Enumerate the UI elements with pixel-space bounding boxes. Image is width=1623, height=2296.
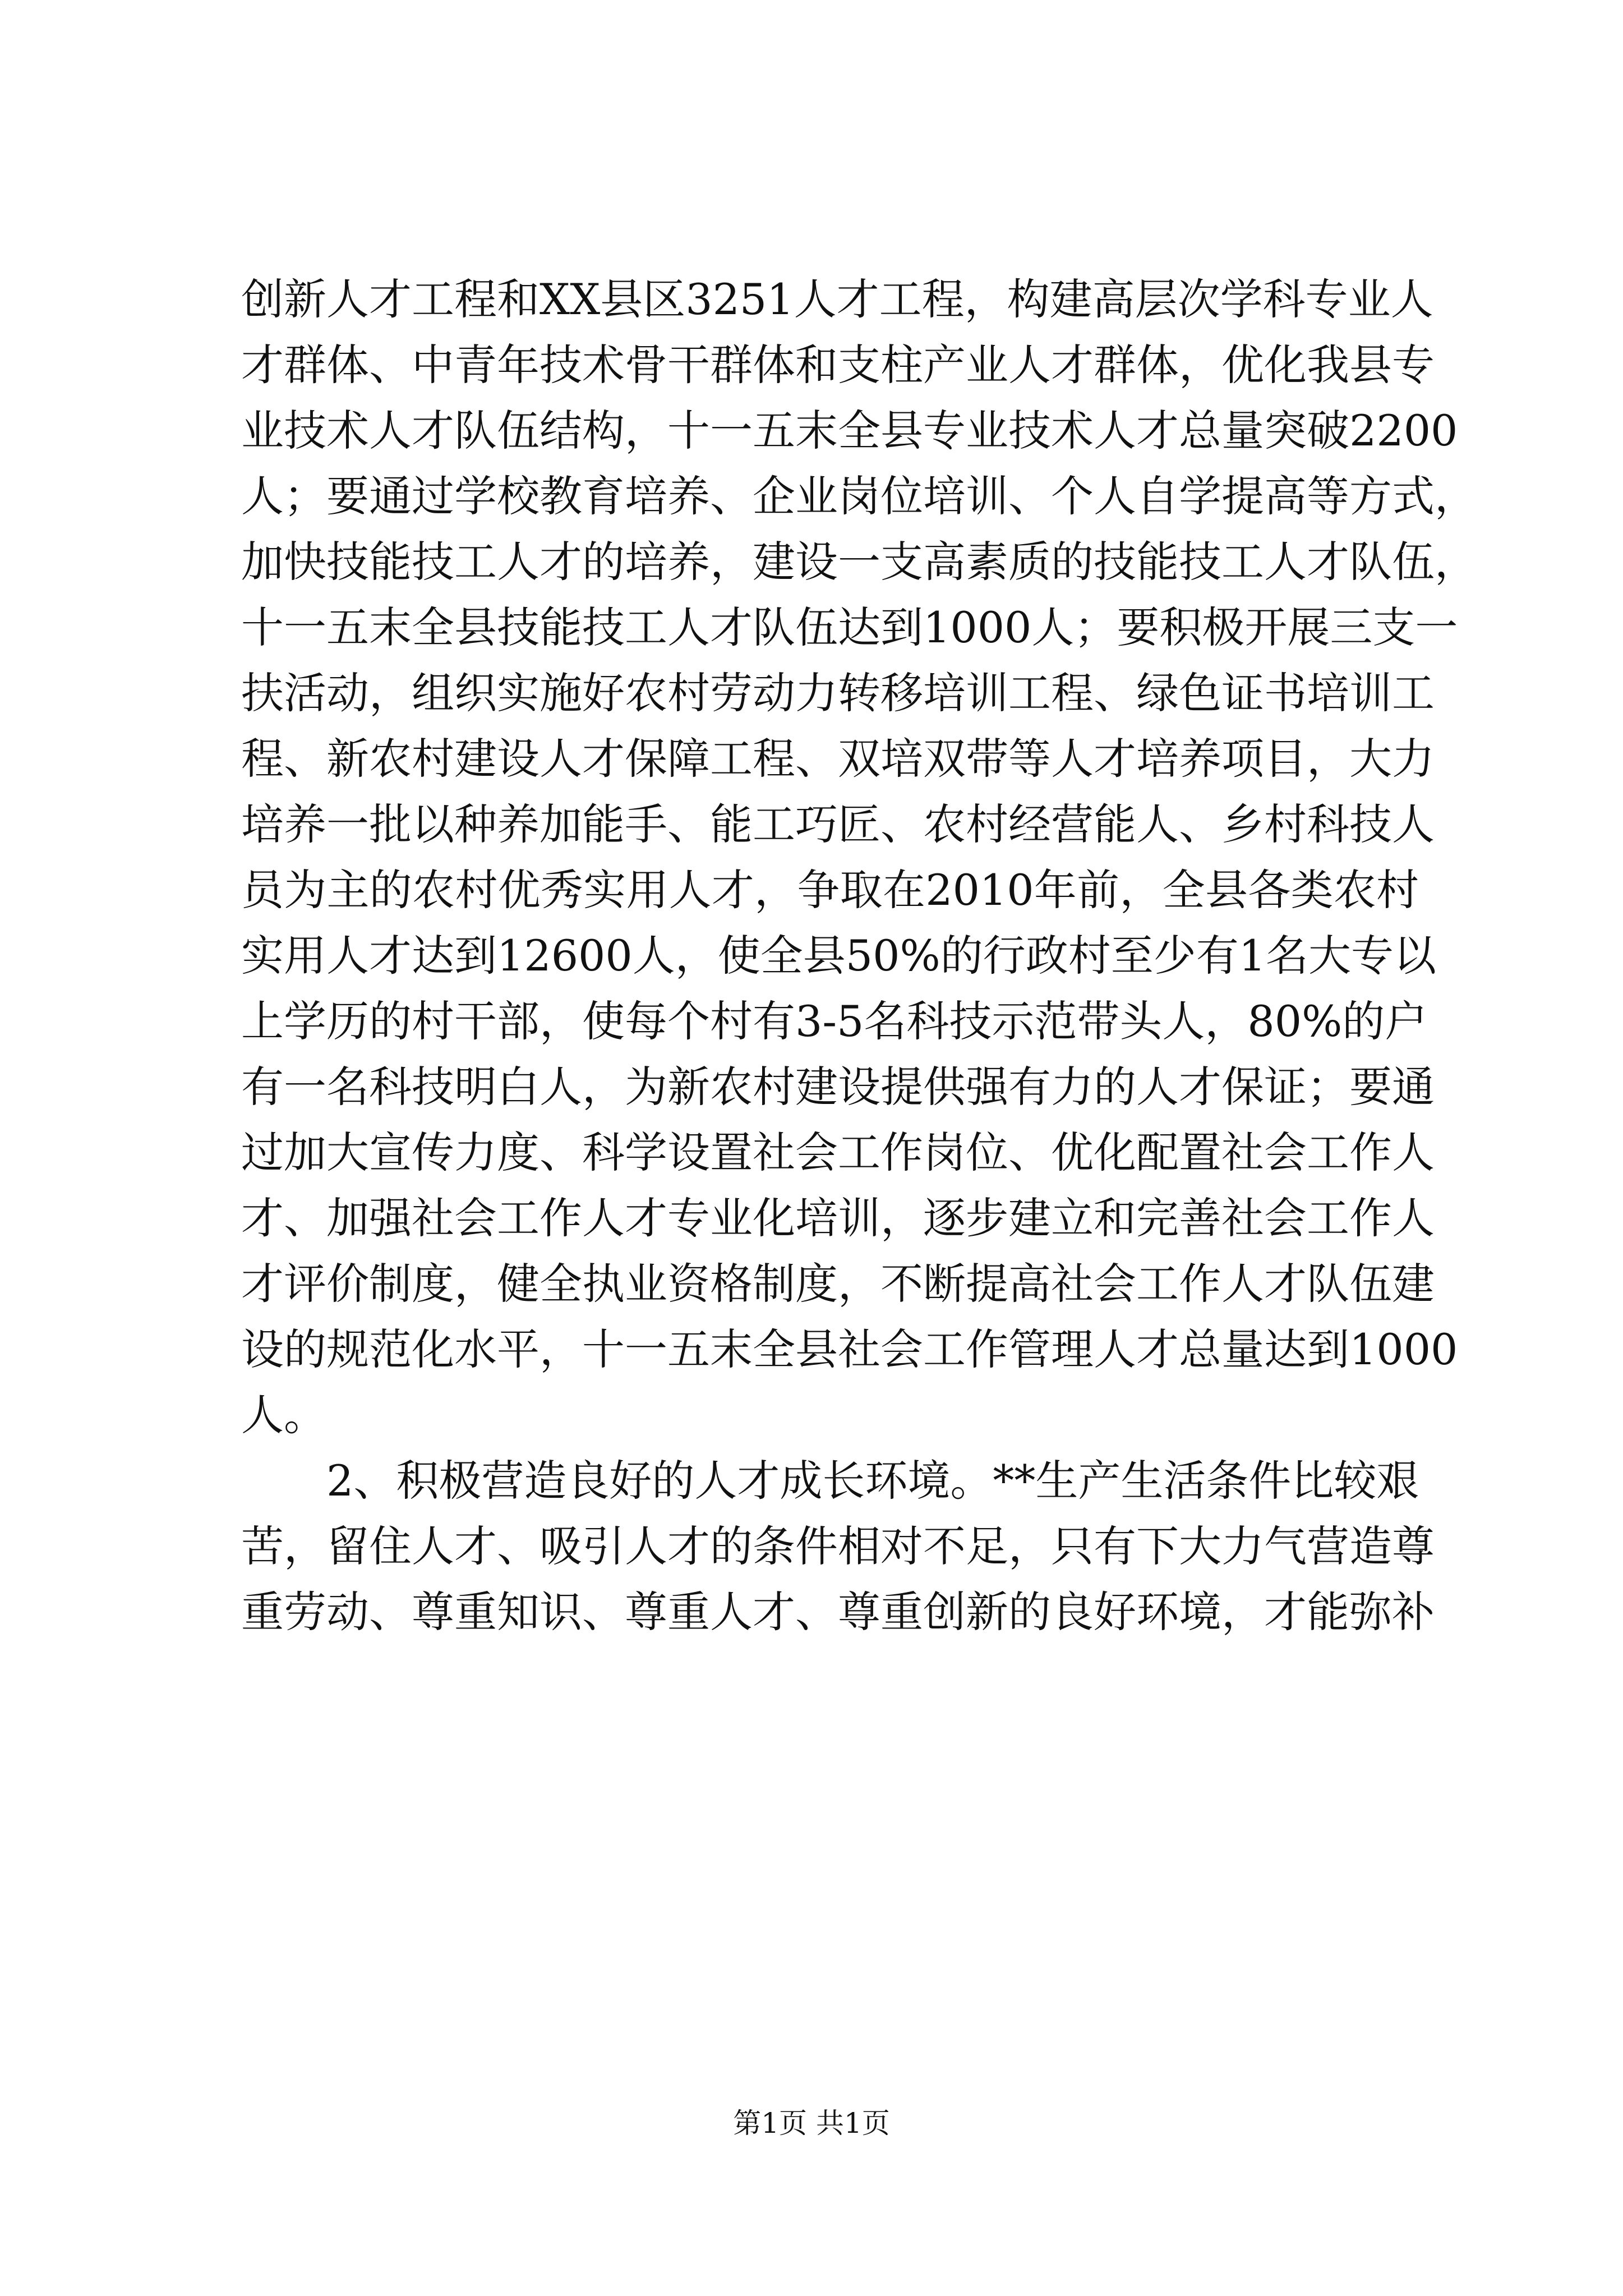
text-line-14: 过加大宣传力度、科学设置社会工作岗位、优化配置社会工作人 [241,1128,1435,1177]
text-line-11: 实用人才达到12600人，使全县50%的行政村至少有1名大专以 [241,931,1437,981]
text-line-21: 重劳动、尊重知识、尊重人才、尊重创新的良好环境，才能弥补 [241,1587,1435,1637]
body-text [241,266,1477,1645]
text-line-6: 十一五末全县技能技工人才队伍达到1000人；要积极开展三支一 [241,602,1458,652]
text-line-9: 培养一批以种养加能手、能工巧匠、农村经营能人、乡村科技人 [241,799,1435,849]
text-line-15: 才、加强社会工作人才专业化培训，逐步建立和完善社会工作人 [241,1193,1435,1243]
text-line-20: 苦，留住人才、吸引人才的条件相对不足，只有下大力气营造尊 [241,1521,1435,1571]
text-line-12: 上学历的村干部，使每个村有3-5名科技示范带头人，80%的户 [241,996,1428,1046]
text-line-18: 人。 [241,1390,326,1440]
text-line-17: 设的规范化水平，十一五末全县社会工作管理人才总量达到1000 [241,1324,1458,1374]
text-line-8: 程、新农村建设人才保障工程、双培双带等人才培养项目，大力 [241,734,1435,784]
page-footer: 第1页 共1页 [733,2107,890,2139]
text-line-7: 扶活动，组织实施好农村劳动力转移培训工程、绿色证书培训工 [241,668,1435,718]
text-line-19: 2、积极营造良好的人才成长环境。**生产生活条件比较艰 [326,1456,1419,1506]
text-line-10: 员为主的农村优秀实用人才，争取在2010年前，全县各类农村 [241,865,1419,915]
text-line-5: 加快技能技工人才的培养，建设一支高素质的技能技工人才队伍， [241,537,1477,587]
text-line-2: 才群体、中青年技术骨干群体和支柱产业人才群体，优化我县专 [241,340,1435,390]
text-line-4: 人；要通过学校教育培养、企业岗位培训、个人自学提高等方式， [241,471,1477,521]
text-line-1: 创新人才工程和XX县区3251人才工程，构建高层次学科专业人 [241,274,1433,324]
text-line-16: 才评价制度，健全执业资格制度，不断提高社会工作人才队伍建 [241,1259,1435,1309]
text-line-13: 有一名科技明白人，为新农村建设提供强有力的人才保证；要通 [241,1062,1435,1112]
text-line-3: 业技术人才队伍结构，十一五末全县专业技术人才总量突破2200 [241,406,1458,455]
